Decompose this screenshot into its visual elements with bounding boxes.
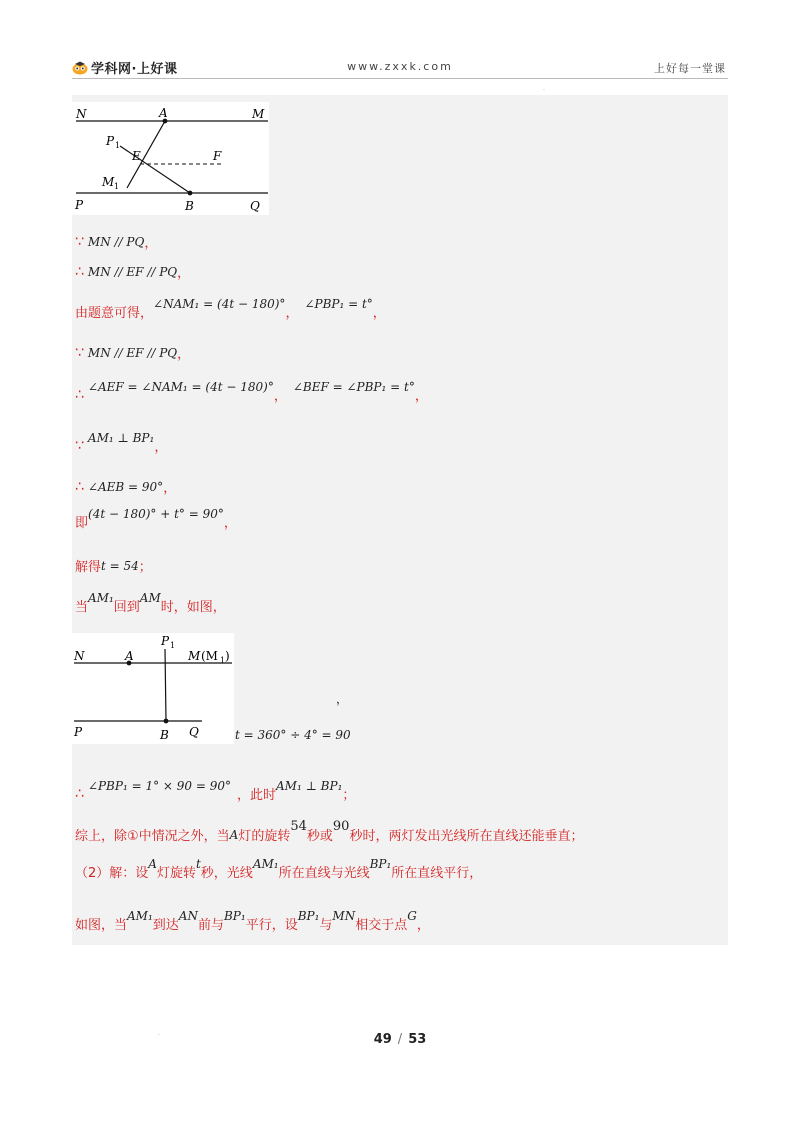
line-7: ∴ ∠AEB = 90° ， (75, 478, 177, 496)
logo-text: 学科网·上好课 (91, 62, 178, 77)
label-M1-sub: 1 (220, 656, 226, 665)
label-Q: Q (250, 199, 260, 213)
line-14: （2）解：设 A 灯旋转 t 秒，光线 AM₁ 所在直线与光线 BP₁ 所在直线平行， (75, 856, 483, 881)
label-P1-sub: 1 (115, 141, 121, 150)
line-1: ∵ MN // PQ ， (75, 233, 158, 251)
figure-2 (72, 633, 234, 744)
line-9: 解得 t = 54 ； (75, 558, 152, 575)
label-M1: (M (201, 649, 218, 663)
line-13: 综上，除①中情况之外，当 A 灯的旋转 54 秒或 90 秒时，两灯发出光线所在直线还能垂直； (75, 819, 584, 844)
line-5: ∴ ∠AEF = ∠NAM₁ = (4t − 180)° ， ∠BEF = ∠PBP₁ = t° ， (75, 379, 428, 404)
figure-2-diagram (72, 633, 234, 744)
label-P: P (75, 198, 84, 212)
label-M: M (188, 649, 201, 663)
page-header (72, 56, 728, 80)
label-F: F (213, 149, 222, 163)
label-P1: P (161, 634, 170, 648)
page-number: 49 / 53 (373, 1032, 427, 1047)
line-4: ∵ MN // EF // PQ ， (75, 344, 191, 362)
label-N: N (74, 649, 85, 663)
current-page: 49 (373, 1032, 392, 1047)
stray-mark: . (543, 85, 545, 92)
line-11-comma: ， (336, 692, 349, 706)
line-2: ∴ MN // EF // PQ ， (75, 263, 191, 281)
line-10: 当 AM₁ 回到 AM 时，如图， (75, 590, 226, 615)
line-15: 如图，当 AM₁ 到达 AN 前与 BP₁ 平行，设 BP₁ 与 MN 相交于点 G ， (75, 908, 430, 933)
label-B: B (185, 199, 194, 213)
figure-1 (72, 102, 269, 215)
line-12: ∴ ∠PBP₁ = 1° × 90 = 90° ，此时 AM₁ ⊥ BP₁ ； (75, 778, 356, 803)
label-M1-sub: 1 (114, 182, 120, 191)
label-E: E (132, 149, 141, 163)
label-B: B (160, 728, 169, 742)
figure-1-diagram (72, 102, 269, 215)
label-M1: M (102, 175, 115, 189)
label-Q: Q (189, 725, 199, 739)
label-M1-close: ) (225, 649, 230, 663)
header-divider (72, 78, 728, 79)
line-11: t = 360° ÷ 4° = 90 (235, 728, 351, 742)
line-3: 由题意可得， ∠NAM₁ = (4t − 180)° ， ∠PBP₁ = t° ， (75, 296, 386, 321)
site-url: www.zxxk.com (347, 60, 453, 73)
label-A: A (159, 106, 168, 120)
label-M: M (252, 107, 265, 121)
label-P1-sub: 1 (170, 641, 176, 650)
label-N: N (76, 107, 87, 121)
stray-mark-2: . (158, 1030, 160, 1037)
label-A: A (125, 649, 134, 663)
label-P1: P (106, 134, 115, 148)
slogan: 上好每一堂课 (654, 62, 726, 75)
line-8: 即 (4t − 180)° + t° = 90° ， (75, 506, 237, 531)
line-6: ∵ AM₁ ⊥ BP₁ ， (75, 430, 168, 455)
label-P: P (74, 725, 83, 739)
total-pages: 53 (408, 1032, 427, 1047)
